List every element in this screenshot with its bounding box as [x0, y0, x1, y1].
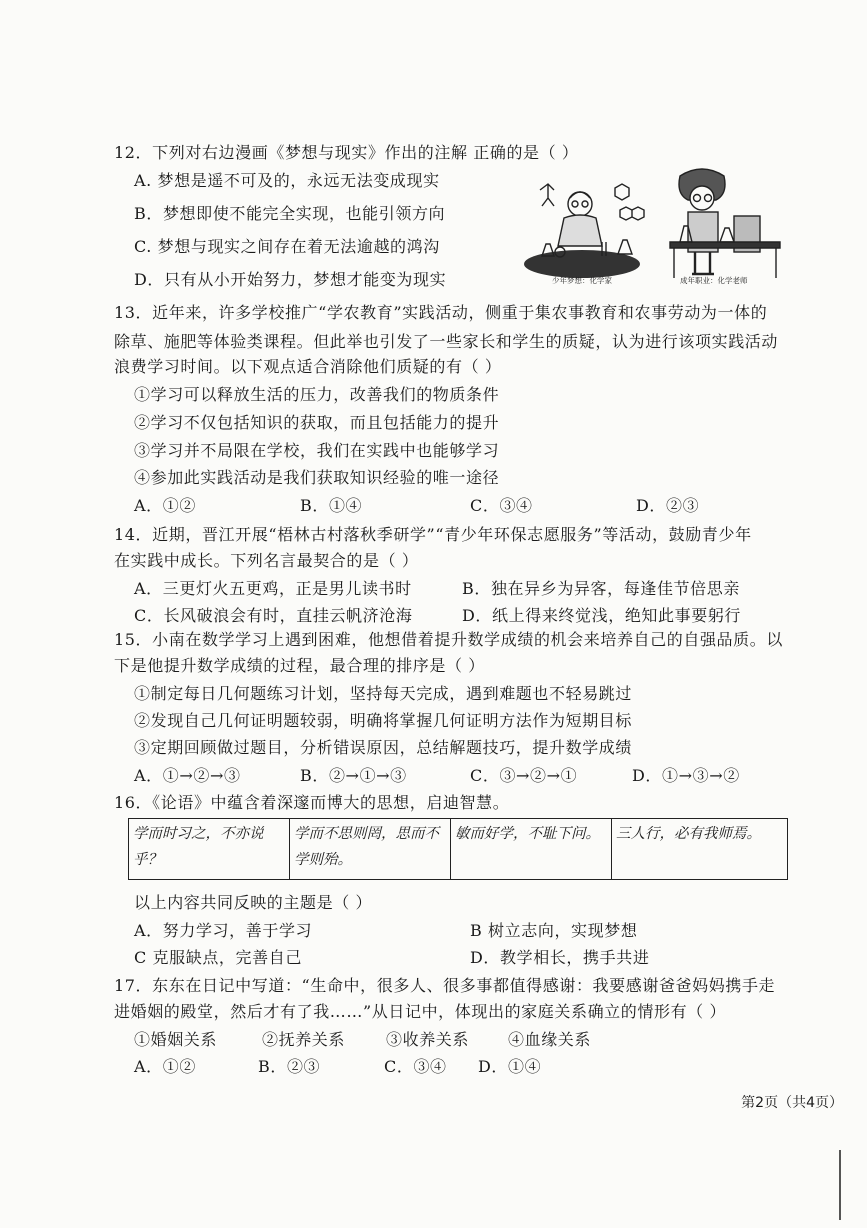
q15-option-c: C．③→②→①: [470, 766, 578, 785]
q13-stem-line1: 13．近年来，许多学校推广“学农教育”实践活动，侧重于集农事教育和农事劳动为一体的: [114, 303, 768, 322]
scan-edge-mark: [839, 1150, 841, 1220]
q15-stem-line1: 15．小南在数学学习上遇到困难，他想借着提升数学成绩的机会来培养自己的自强品质。以: [114, 630, 783, 649]
q16-question: 以上内容共同反映的主题是（ ）: [134, 893, 373, 912]
young-chemist-figure: [524, 184, 644, 278]
q14-option-d: D．纸上得来终觉浅，绝知此事要躬行: [462, 606, 742, 625]
q13-option-d: D．②③: [636, 496, 700, 515]
q13-statement-2: ②学习不仅包括知识的获取，而且包括能力的提升: [134, 413, 500, 432]
q13-statement-4: ④参加此实践活动是我们获取知识经验的唯一途径: [134, 468, 500, 487]
q12-option-d: D．只有从小开始努力，梦想才能变为现实: [134, 270, 447, 289]
q13-option-a: A．①②: [134, 496, 196, 515]
q16-option-a: A．努力学习，善于学习: [134, 921, 313, 940]
q13-stem-line2: 除草、施肥等体验类课程。但此举也引发了一些家长和学生的质疑，认为进行该项实践活动: [114, 332, 779, 351]
q14-option-b: B．独在异乡为异客，每逢佳节倍思亲: [462, 579, 740, 598]
dream-reality-cartoon: [520, 168, 790, 286]
q17-statement-2: ②抚养关系: [262, 1030, 346, 1049]
q12-option-a: A. 梦想是遥不可及的，永远无法变成现实: [134, 171, 440, 190]
q17-stem-line1: 17．东东在日记中写道：“生命中，很多人、很多事都值得感谢：我要感谢爸爸妈妈携手走: [114, 976, 776, 995]
q13-option-b: B．①④: [300, 496, 363, 515]
quote-cell: 学而时习之，不亦说乎？: [129, 819, 290, 880]
page-number-footer: 第2页（共4页）: [741, 1095, 843, 1111]
q13-statement-1: ①学习可以释放生活的压力，改善我们的物质条件: [134, 385, 500, 404]
q15-statement-2: ②发现自己几何证明题较弱，明确将掌握几何证明方法作为短期目标: [134, 711, 633, 730]
q15-option-a: A．①→②→③: [134, 766, 241, 785]
q17-option-b: B．②③: [258, 1057, 321, 1076]
q14-stem-line2: 在实践中成长。下列名言最契合的是（ ）: [114, 551, 419, 570]
analects-quote-table: [128, 818, 788, 880]
q16-stem: 16．《论语》中蕴含着深邃而博大的思想，启迪智慧。: [114, 793, 510, 812]
q17-statement-1: ①婚姻关系: [134, 1030, 218, 1049]
q17-option-c: C．③④: [384, 1057, 447, 1076]
q12-stem: 12．下列对右边漫画《梦想与现实》作出的注解 正确的是（ ）: [114, 143, 579, 162]
q14-option-a: A．三更灯火五更鸡，正是男儿读书时: [134, 579, 412, 598]
q16-option-d: D．教学相长，携手共进: [470, 948, 650, 967]
quote-cell: 敏而好学，不耻下问。: [451, 819, 612, 880]
quote-cell: 学而不思则罔，思而不学则殆。: [290, 819, 451, 880]
q15-option-b: B．②→①→③: [300, 766, 407, 785]
caption-left: 少年梦想：化学家: [552, 276, 612, 285]
q15-option-d: D．①→③→②: [632, 766, 740, 785]
quote-cell: 三人行，必有我师焉。: [612, 819, 788, 880]
q17-stem-line2: 进婚姻的殿堂，然后才有了我……”从日记中，体现出的家庭关系确立的情形有（ ）: [114, 1002, 727, 1021]
q12-option-c: C. 梦想与现实之间存在着无法逾越的鸿沟: [134, 237, 440, 256]
q16-option-b: B 树立志向，实现梦想: [470, 921, 638, 940]
q17-statement-4: ④血缘关系: [508, 1030, 592, 1049]
q17-statement-3: ③收养关系: [386, 1030, 470, 1049]
q17-option-a: A．①②: [134, 1057, 196, 1076]
q14-stem-line1: 14．近期，晋江开展“梧林古村落秋季研学”“青少年环保志愿服务”等活动，鼓励青少年: [114, 525, 752, 544]
q15-statement-1: ①制定每日几何题练习计划，坚持每天完成，遇到难题也不轻易跳过: [134, 684, 633, 703]
q13-stem-line3: 浪费学习时间。以下观点适合消除他们质疑的有（ ）: [114, 357, 502, 376]
q15-statement-3: ③定期回顾做过题目，分析错误原因，总结解题技巧，提升数学成绩: [134, 738, 633, 757]
caption-right: 成年职业：化学老师: [680, 276, 748, 285]
q16-option-c: C 克服缺点，完善自己: [134, 948, 302, 967]
adult-teacher-figure: [670, 169, 780, 278]
q17-option-d: D．①④: [478, 1057, 542, 1076]
q15-stem-line2: 下是他提升数学成绩的过程，最合理的排序是（ ）: [114, 656, 485, 675]
q13-statement-3: ③学习并不局限在学校，我们在实践中也能够学习: [134, 441, 500, 460]
q12-option-b: B．梦想即使不能完全实现，也能引领方向: [134, 204, 446, 223]
q14-option-c: C．长风破浪会有时，直挂云帆济沧海: [134, 606, 413, 625]
q13-option-c: C．③④: [470, 496, 533, 515]
